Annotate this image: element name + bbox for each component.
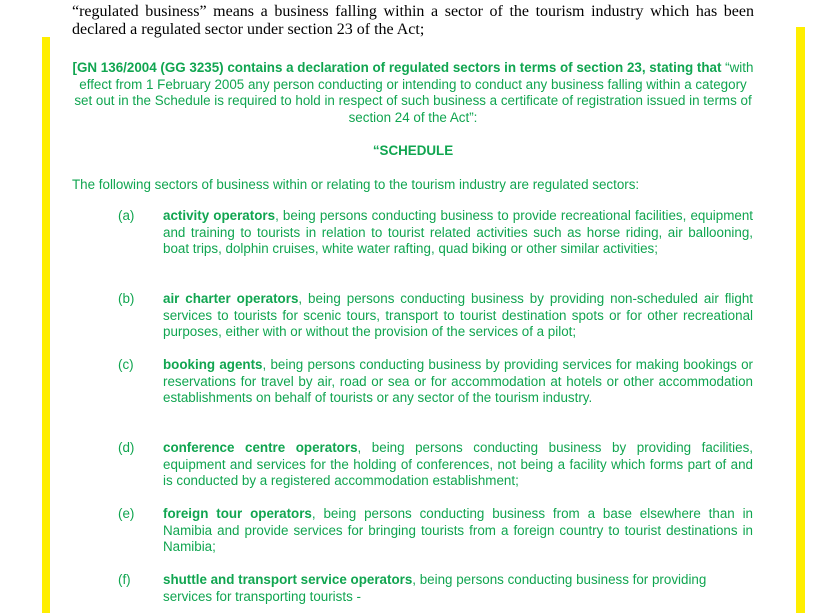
item-definition: , being persons conducting business by providing facilities, equipment and services for the holding of conferences, not being a facility which forms part of and is conducted by a registered accommodation establishment; <box>163 440 753 488</box>
item-letter: (a) <box>118 208 135 223</box>
item-letter: (b) <box>118 291 135 306</box>
item-text <box>163 506 753 556</box>
item-text <box>163 572 753 605</box>
item-term: booking agents <box>163 357 263 372</box>
item-term: air charter operators <box>163 291 299 306</box>
item-text <box>163 357 753 407</box>
item-term: conference centre operators <box>163 440 358 455</box>
item-letter: (e) <box>118 506 135 521</box>
definition-paragraph: “regulated business” means a business falling within a sector of the tourism industry which has been declared a regulated sector under section 23 of the Act; <box>72 3 754 38</box>
item-term: foreign tour operators <box>163 506 312 521</box>
gazette-note-bold: [GN 136/2004 (GG 3235) contains a declaration of regulated sectors in terms of section 23, stating that <box>72 60 722 75</box>
gazette-note <box>72 60 754 126</box>
item-definition: , being persons conducting business for providing services for transporting tourists - <box>163 572 707 604</box>
item-text <box>163 208 753 258</box>
item-definition: , being persons conducting business from a base elsewhere than in Namibia and provide services for bringing tourists from a foreign country to tourist destinations in Namibia; <box>163 506 754 554</box>
right-highlight-bar <box>796 27 805 613</box>
item-text <box>163 440 753 490</box>
item-definition: , being persons conducting business to provide recreational facilities, equipment and training to tourists in relation to tourist related activities such as horse riding, air ballooning, boat trips, dolphin cruises, white water rafting, quad biking or other similar activities; <box>163 208 753 256</box>
item-letter: (f) <box>118 572 131 587</box>
schedule-heading: “SCHEDULE <box>372 143 454 158</box>
item-letter: (c) <box>118 357 134 372</box>
item-definition: , being persons conducting business by providing services for making bookings or reservations for travel by air, road or sea or for accommodation at hotels or other accommodation establishments on behalf of tourists or any sector of the tourism industry. <box>163 357 754 405</box>
item-term: shuttle and transport service operators <box>163 572 413 587</box>
left-highlight-bar <box>42 37 50 613</box>
item-letter: (d) <box>118 440 135 455</box>
item-term: activity operators <box>163 208 276 223</box>
schedule-lead: The following sectors of business within or relating to the tourism industry are regulated sectors: <box>72 177 640 192</box>
gazette-note-quote: “with effect from 1 February 2005 any person conducting or intending to conduct any business falling within a category set out in the Schedule is required to hold in respect of such business a certificate of registration issued in terms of section 24 of the Act”: <box>74 60 754 125</box>
item-definition: , being persons conducting business by providing non-scheduled air flight services to tourists for scenic tours, transport to tourist destination spots or for other recreational purposes, either with or without the provision of the services of a pilot; <box>163 291 753 339</box>
item-text <box>163 291 753 341</box>
